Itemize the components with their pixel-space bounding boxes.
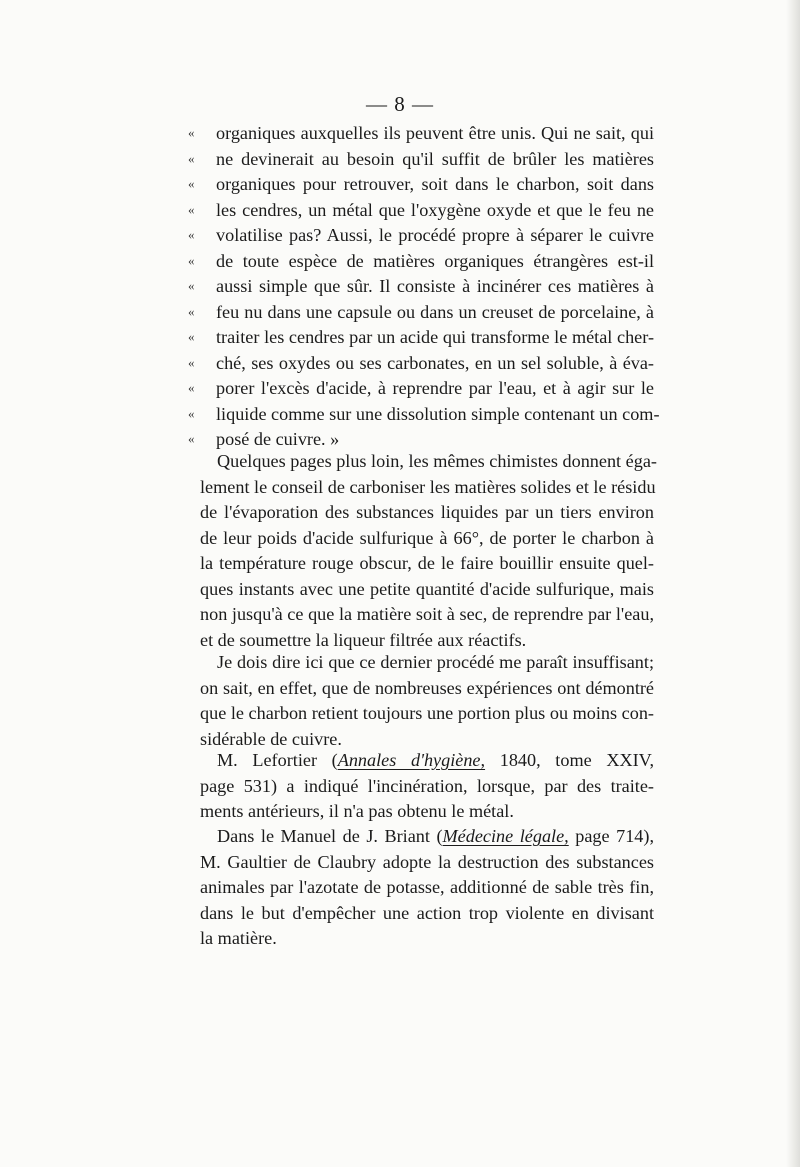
text-line: que le charbon retient toujours une portion plus ou moins con- xyxy=(200,703,654,723)
text-line: ments antérieurs, il n'a pas obtenu le métal. xyxy=(200,801,514,821)
text-line: « ne devinerait au besoin qu'il suffit de brûler les matières xyxy=(216,146,654,172)
text-line: Quelques pages plus loin, les mêmes chimistes donnent éga- xyxy=(217,451,657,471)
text-line: « porer l'excès d'acide, à reprendre par l'eau, et à agir sur le xyxy=(216,375,654,401)
quote-mark: « xyxy=(188,303,195,319)
text-line: « posé de cuivre. » xyxy=(216,426,654,452)
text-line: « les cendres, un métal que l'oxygène oxyde et que le feu ne xyxy=(216,197,654,223)
text-line: « organiques auxquelles ils peuvent être unis. Qui ne sait, qui xyxy=(216,120,654,146)
text-line: « organiques pour retrouver, soit dans le charbon, soit dans xyxy=(216,171,654,197)
text-line: page 531) a indiqué l'incinération, lorsque, par des traite- xyxy=(200,775,654,796)
quote-mark: « xyxy=(188,431,195,446)
quote-mark: « xyxy=(188,125,195,140)
quote-mark: « xyxy=(188,278,195,293)
text-line: M. Lefortier (Annales d'hygiène, 1840, tome XXIV, xyxy=(217,750,654,770)
page-edge-shadow xyxy=(786,0,800,1167)
text-line: « feu nu dans une capsule ou dans un creuset de porcelaine, à xyxy=(216,299,654,325)
citation-title: Annales d'hygiène, xyxy=(337,750,486,770)
quote-mark: « xyxy=(188,176,195,191)
page-number: — 8 — xyxy=(366,92,434,116)
quote-mark: « xyxy=(188,201,195,217)
text-line: « traiter les cendres par un acide qui transforme le métal cher- xyxy=(216,324,654,350)
text-line: « aussi simple que sûr. Il consiste à incinérer ces matières à xyxy=(216,273,654,299)
text-line: de leur poids d'acide sulfurique à 66°, de porter le charbon à xyxy=(200,527,654,548)
citation-title: Médecine légale, xyxy=(442,826,569,846)
text-line: lement le conseil de carboniser les matières solides et le résidu xyxy=(200,476,656,497)
text-line: « de toute espèce de matières organiques étrangères est-il xyxy=(216,248,654,274)
quote-mark: « xyxy=(188,405,195,421)
text-line: Je dois dire ici que ce dernier procédé me paraît insuffisant; xyxy=(217,652,654,672)
text-line: animales par l'azotate de potasse, additionné de sable très fin, xyxy=(200,877,654,897)
text-line: Dans le Manuel de J. Briant (Médecine légale, page 714), xyxy=(217,826,655,846)
text-line: la matière. xyxy=(200,928,277,948)
quote-mark: « xyxy=(188,150,195,166)
quote-mark: « xyxy=(188,380,195,395)
text-line: de l'évaporation des substances liquides par un tiers environ xyxy=(200,502,654,522)
text-line: et de soumettre la liqueur filtrée aux réactifs. xyxy=(200,629,527,650)
quote-mark: « xyxy=(188,354,195,370)
quote-mark: « xyxy=(188,252,195,268)
text-line: on sait, en effet, que de nombreuses expériences ont démontré xyxy=(200,677,654,698)
text-line: non jusqu'à ce que la matière soit à sec, de reprendre par l'eau, xyxy=(200,604,654,624)
quote-mark: « xyxy=(188,227,195,242)
text-line: « liquide comme sur une dissolution simple contenant un com- xyxy=(216,401,654,427)
text-line: « volatilise pas? Aussi, le procédé propre à séparer le cuivre xyxy=(216,222,654,248)
text-line: M. Gaultier de Claubry adopte la destruction des substances xyxy=(200,851,654,872)
text-line: la température rouge obscur, de le faire bouillir ensuite quel- xyxy=(200,553,654,573)
text-line: sidérable de cuivre. xyxy=(200,728,342,749)
text-line: « ché, ses oxydes ou ses carbonates, en un sel soluble, à éva- xyxy=(216,350,654,376)
quote-mark: « xyxy=(188,329,195,344)
text-line: ques instants avec une petite quantité d'acide sulfurique, mais xyxy=(200,578,654,599)
text-line: dans le but d'empêcher une action trop violente en divisant xyxy=(200,902,654,923)
